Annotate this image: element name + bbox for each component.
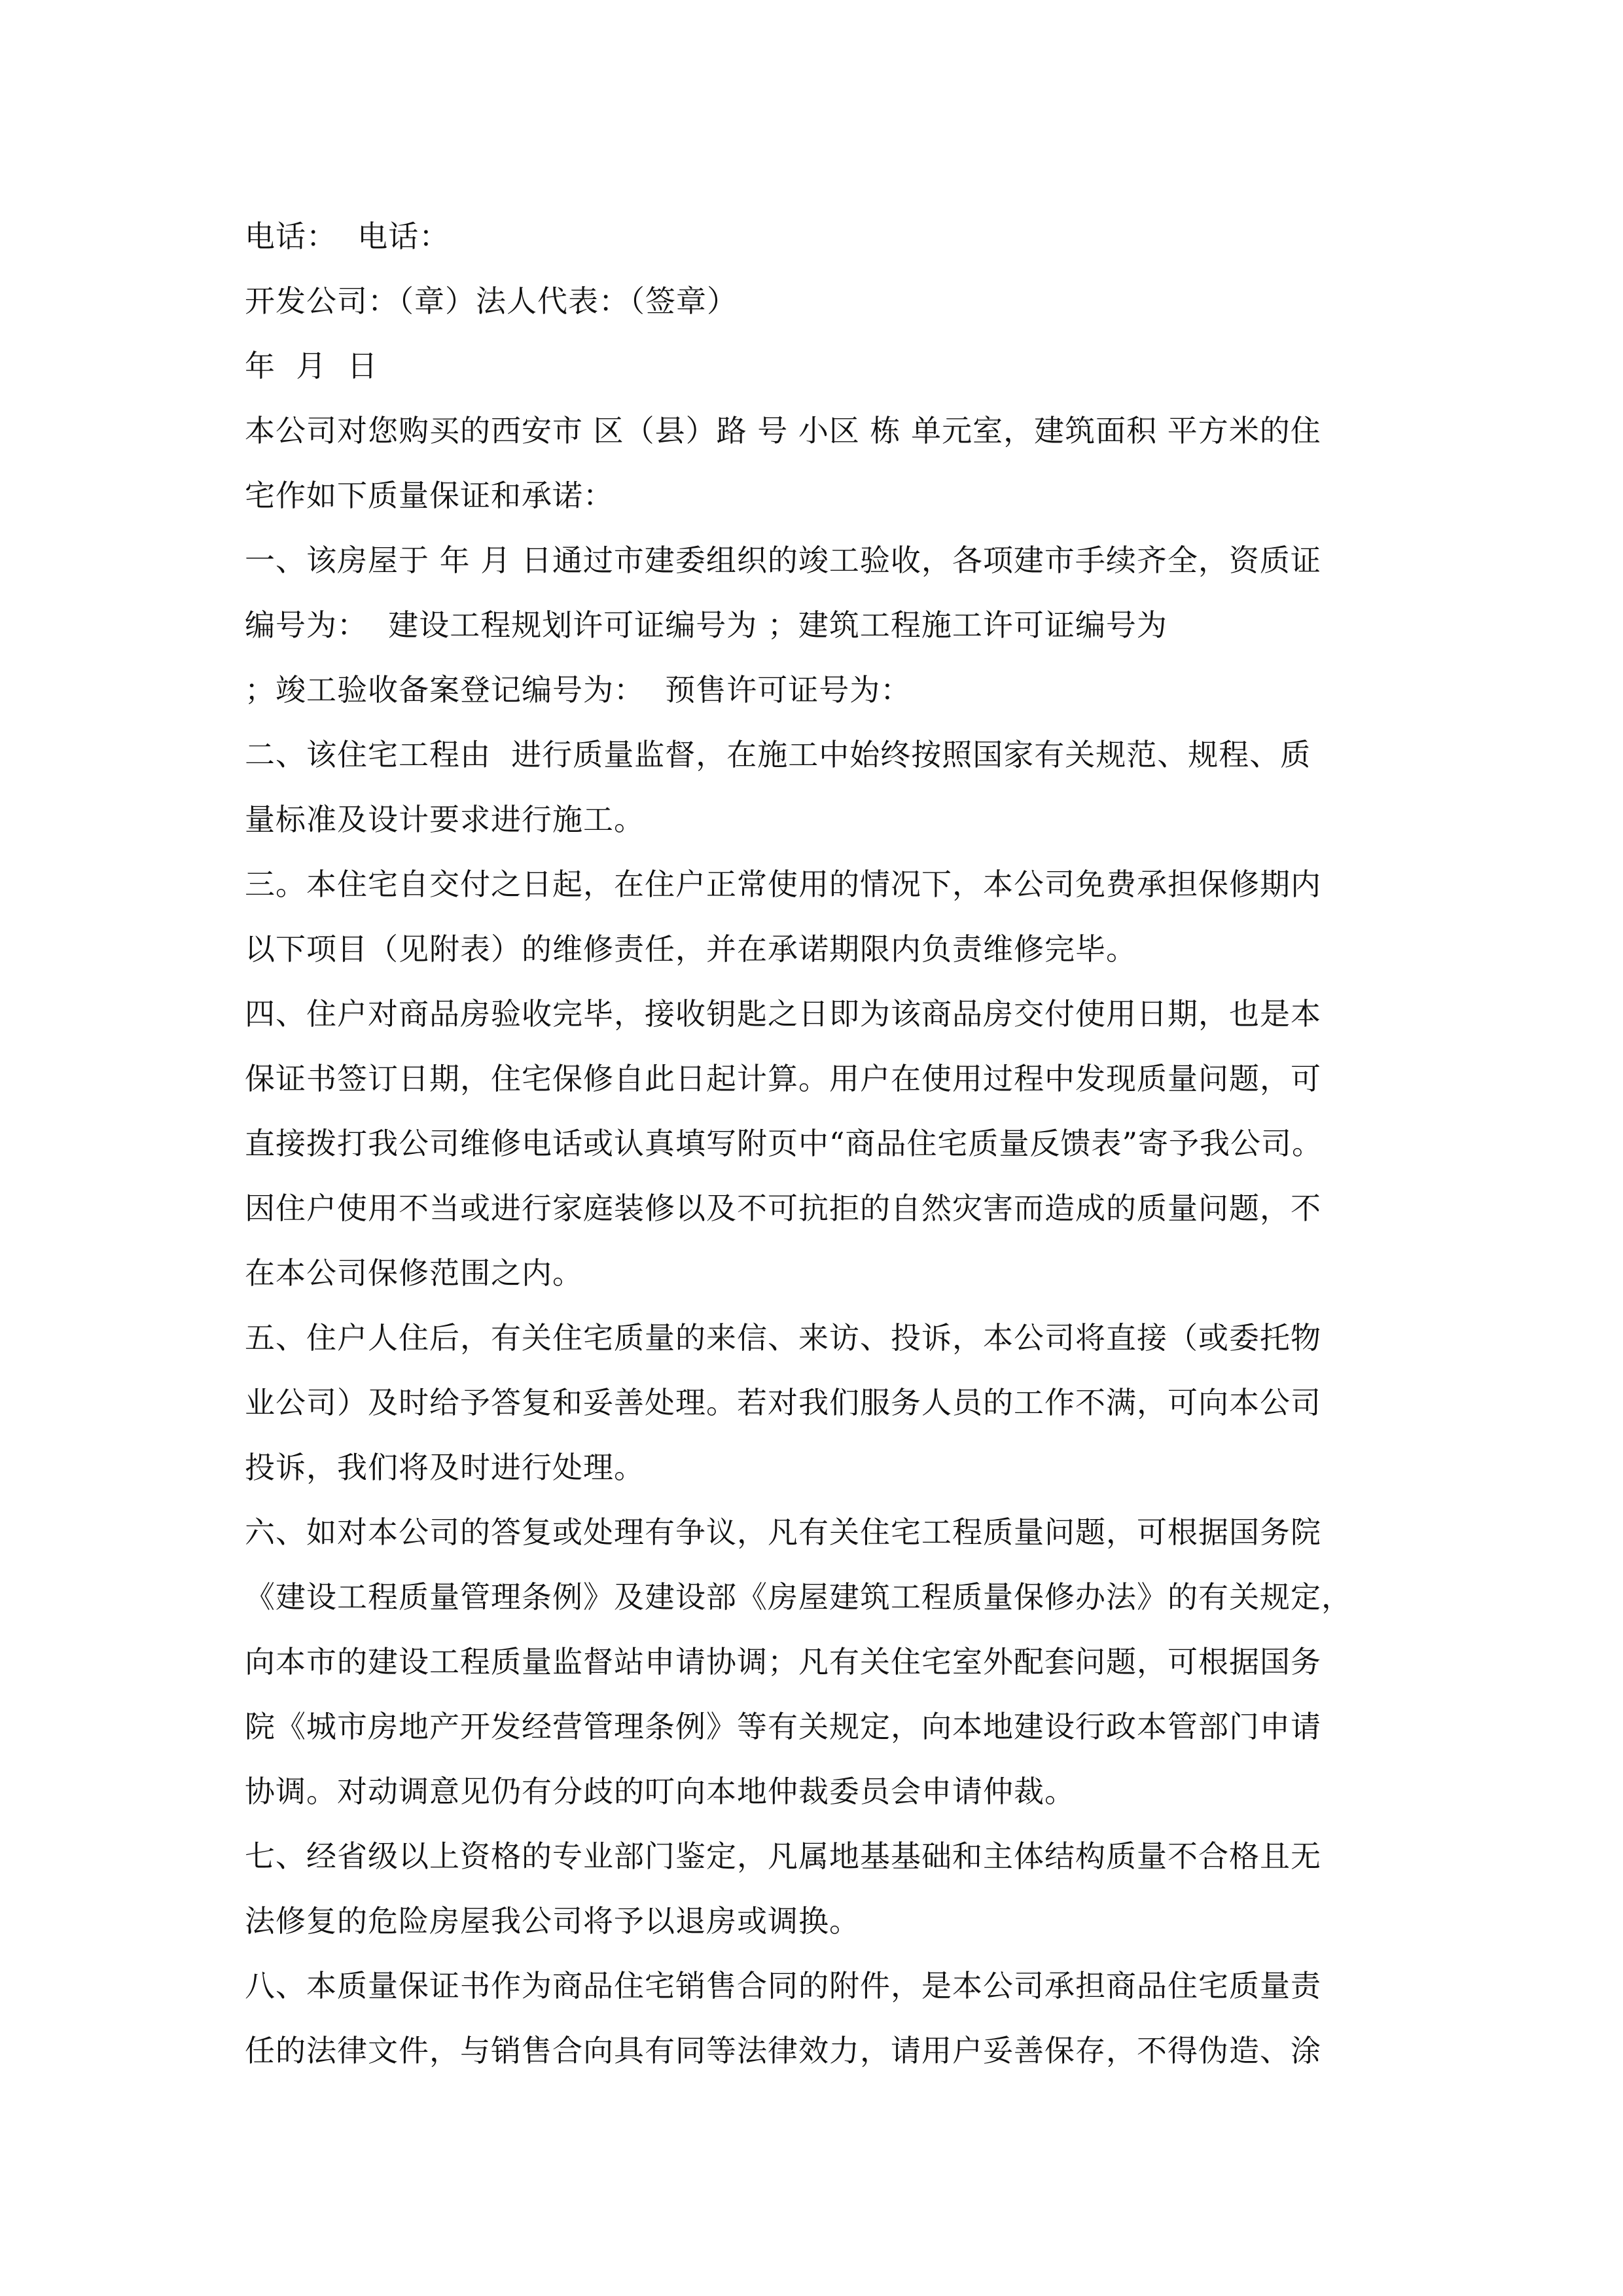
clause-6-line-1: 六、如对本公司的答复或处理有争议，凡有关住宅工程质量问题，可根据国务院 [245, 1515, 1321, 1550]
clause-1-line-3: ；竣工验收备案登记编号为： 预售许可证号为： [245, 672, 912, 708]
clause-6-line-3: 向本市的建设工程质量监督站申请协调；凡有关住宅室外配套问题，可根据国务 [245, 1644, 1321, 1679]
clause-4-line-1: 四、住户对商品房验收完毕，接收钥匙之日即为该商品房交付使用日期，也是本 [245, 996, 1321, 1031]
clause-7-line-1: 七、经省级以上资格的专业部门鉴定，凡属地基基础和主体结构质量不合格且无 [245, 1839, 1321, 1874]
clause-2-line-2: 量标准及设计要求进行施工。 [245, 802, 645, 837]
clause-4-line-4: 因住户使用不当或进行家庭装修以及不可抗拒的自然灾害而造成的质量问题，不 [245, 1191, 1321, 1226]
date-line: 年 月 日 [245, 348, 378, 384]
clause-7-line-2: 法修复的危险房屋我公司将予以退房或调换。 [245, 1903, 860, 1939]
clause-4-line-3: 直接拨打我公司维修电话或认真填写附页中“商品住宅质量反馈表”寄予我公司。 [245, 1126, 1323, 1161]
document-body [245, 204, 1383, 2083]
clause-5-line-3: 投诉，我们将及时进行处理。 [245, 1450, 645, 1485]
clause-6-line-2: 《建设工程质量管理条例》及建设部《房屋建筑工程质量保修办法》的有关规定， [245, 1579, 1352, 1615]
clause-2-line-1: 二、该住宅工程由 进行质量监督，在施工中始终按照国家有关规范、规程、质 [245, 737, 1311, 772]
clause-8-line-2: 任的法律文件，与销售合向具有同等法律效力，请用户妥善保存，不得伪造、涂 [245, 2033, 1321, 2068]
clause-3-line-1: 三。本住宅自交付之日起，在住户正常使用的情况下，本公司免费承担保修期内 [245, 867, 1321, 902]
clause-1-line-1: 一、该房屋于 年 月 日通过市建委组织的竣工验收，各项建市手续齐全，资质证 [245, 543, 1321, 578]
phone-line: 电话： 电话： [245, 219, 450, 254]
clause-5-line-1: 五、住户人住后，有关住宅质量的来信、来访、投诉，本公司将直接（或委托物 [245, 1320, 1321, 1355]
clause-6-line-4: 院《城市房地产开发经营管理条例》等有关规定，向本地建设行政本管部门申请 [245, 1709, 1321, 1744]
intro-line-2: 宅作如下质量保证和承诺： [245, 478, 614, 513]
clause-5-line-2: 业公司）及时给予答复和妥善处理。若对我们服务人员的工作不满，可向本公司 [245, 1385, 1321, 1420]
clause-8-line-1: 八、本质量保证书作为商品住宅销售合同的附件，是本公司承担商品住宅质量责 [245, 1968, 1321, 2003]
clause-3-line-2: 以下项目（见附表）的维修责任，并在承诺期限内负责维修完毕。 [245, 931, 1137, 967]
intro-line-1: 本公司对您购买的西安市 区（县）路 号 小区 栋 单元室，建筑面积 平方米的住 [245, 413, 1321, 448]
clause-6-line-5: 协调。对动调意见仍有分歧的叮向本地仲裁委员会申请仲裁。 [245, 1774, 1075, 1809]
clause-1-line-2: 编号为： 建设工程规划许可证编号为 ；建筑工程施工许可证编号为 [245, 607, 1168, 643]
clause-4-line-2: 保证书签订日期，住宅保修自此日起计算。用户在使用过程中发现质量问题，可 [245, 1061, 1321, 1096]
clause-4-line-5: 在本公司保修范围之内。 [245, 1255, 583, 1291]
signature-line: 开发公司：（章）法人代表：（签章） [245, 283, 738, 319]
